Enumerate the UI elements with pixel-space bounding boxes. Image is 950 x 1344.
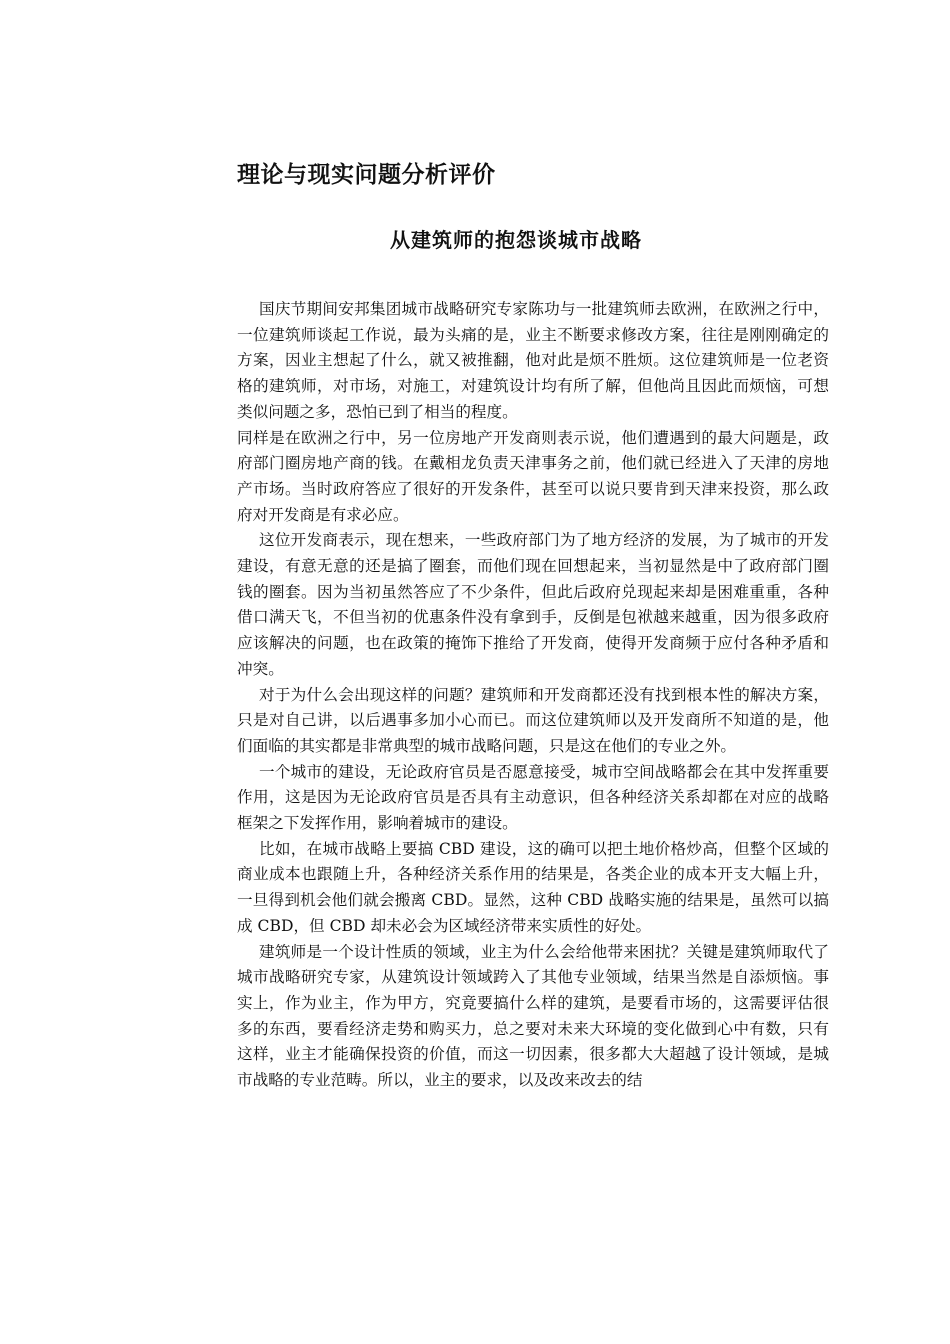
paragraph: 这位开发商表示，现在想来，一些政府部门为了地方经济的发展，为了城市的开发建设，有意无意的还是搞了圈套，而他们现在回想起来，当初显然是中了政府部门圈钱的圈套。因为当初虽然答应了不少条件，但此后政府兑现起来却是困难重重，各种借口满天飞，不但当初的优惠条件没有拿到手，反倒是包袱越来越重，因为很多政府应该解决的问题，也在政策的掩饰下推给了开发商，使得开发商频于应付各种矛盾和冲突。 — [237, 531, 829, 678]
paragraph: 国庆节期间安邦集团城市战略研究专家陈功与一批建筑师去欧洲，在欧洲之行中，一位建筑师谈起工作说，最为头痛的是，业主不断要求修改方案，往往是刚刚确定的方案，因业主想起了什么，就又被推翻，他对此是烦不胜烦。这位建筑师是一位老资格的建筑师，对市场，对施工，对建筑设计均有所了解，但他尚且因此而烦恼，可想类似问题之多，恐怕已到了相当的程度。 — [237, 300, 829, 421]
article-body — [237, 297, 829, 1094]
article-title: 从建筑师的抱怨谈城市战略 — [390, 228, 642, 252]
paragraph: 一个城市的建设，无论政府官员是否愿意接受，城市空间战略都会在其中发挥重要作用，这是因为无论政府官员是否具有主动意识，但各种经济关系却都在对应的战略框架之下发挥作用，影响着城市的建设。 — [237, 762, 829, 833]
paragraph: 对于为什么会出现这样的问题？建筑师和开发商都还没有找到根本性的解决方案，只是对自己讲，以后遇事多加小心而已。而这位建筑师以及开发商所不知道的是，他们面临的其实都是非常典型的城市战略问题，只是这在他们的专业之外。 — [237, 685, 829, 755]
paragraph: 比如，在城市战略上要搞 CBD 建设，这的确可以把土地价格炒高，但整个区域的商业成本也跟随上升，各种经济关系作用的结果是，各类企业的成本开支大幅上升，一旦得到机会他们就会搬离 CBD。显然，这种 CBD 战略实施的结果是，虽然可以搞成 CBD，但 CBD 却未必会为区域经济带来实质性的好处。 — [237, 839, 829, 935]
paragraph: 同样是在欧洲之行中，另一位房地产开发商则表示说，他们遭遇到的最大问题是，政府部门圈房地产商的钱。在戴相龙负责天津事务之前，他们就已经进入了天津的房地产市场。当时政府答应了很好的开发条件，甚至可以说只要肯到天津来投资，那么政府对开发商是有求必应。 — [237, 428, 829, 524]
paragraph: 建筑师是一个设计性质的领域，业主为什么会给他带来困扰？关键是建筑师取代了城市战略研究专家，从建筑设计领域跨入了其他专业领域，结果当然是自添烦恼。事实上，作为业主，作为甲方，究竟要搞什么样的建筑，是要看市场的，这需要评估很多的东西，要看经济走势和购买力，总之要对未来大环境的变化做到心中有数，只有这样，业主才能确保投资的价值，而这一切因素，很多都大大超越了设计领域，是城市战略的专业范畴。所以，业主的要求，以及改来改去的结 — [237, 942, 829, 1090]
section-title: 理论与现实问题分析评价 — [237, 162, 496, 188]
